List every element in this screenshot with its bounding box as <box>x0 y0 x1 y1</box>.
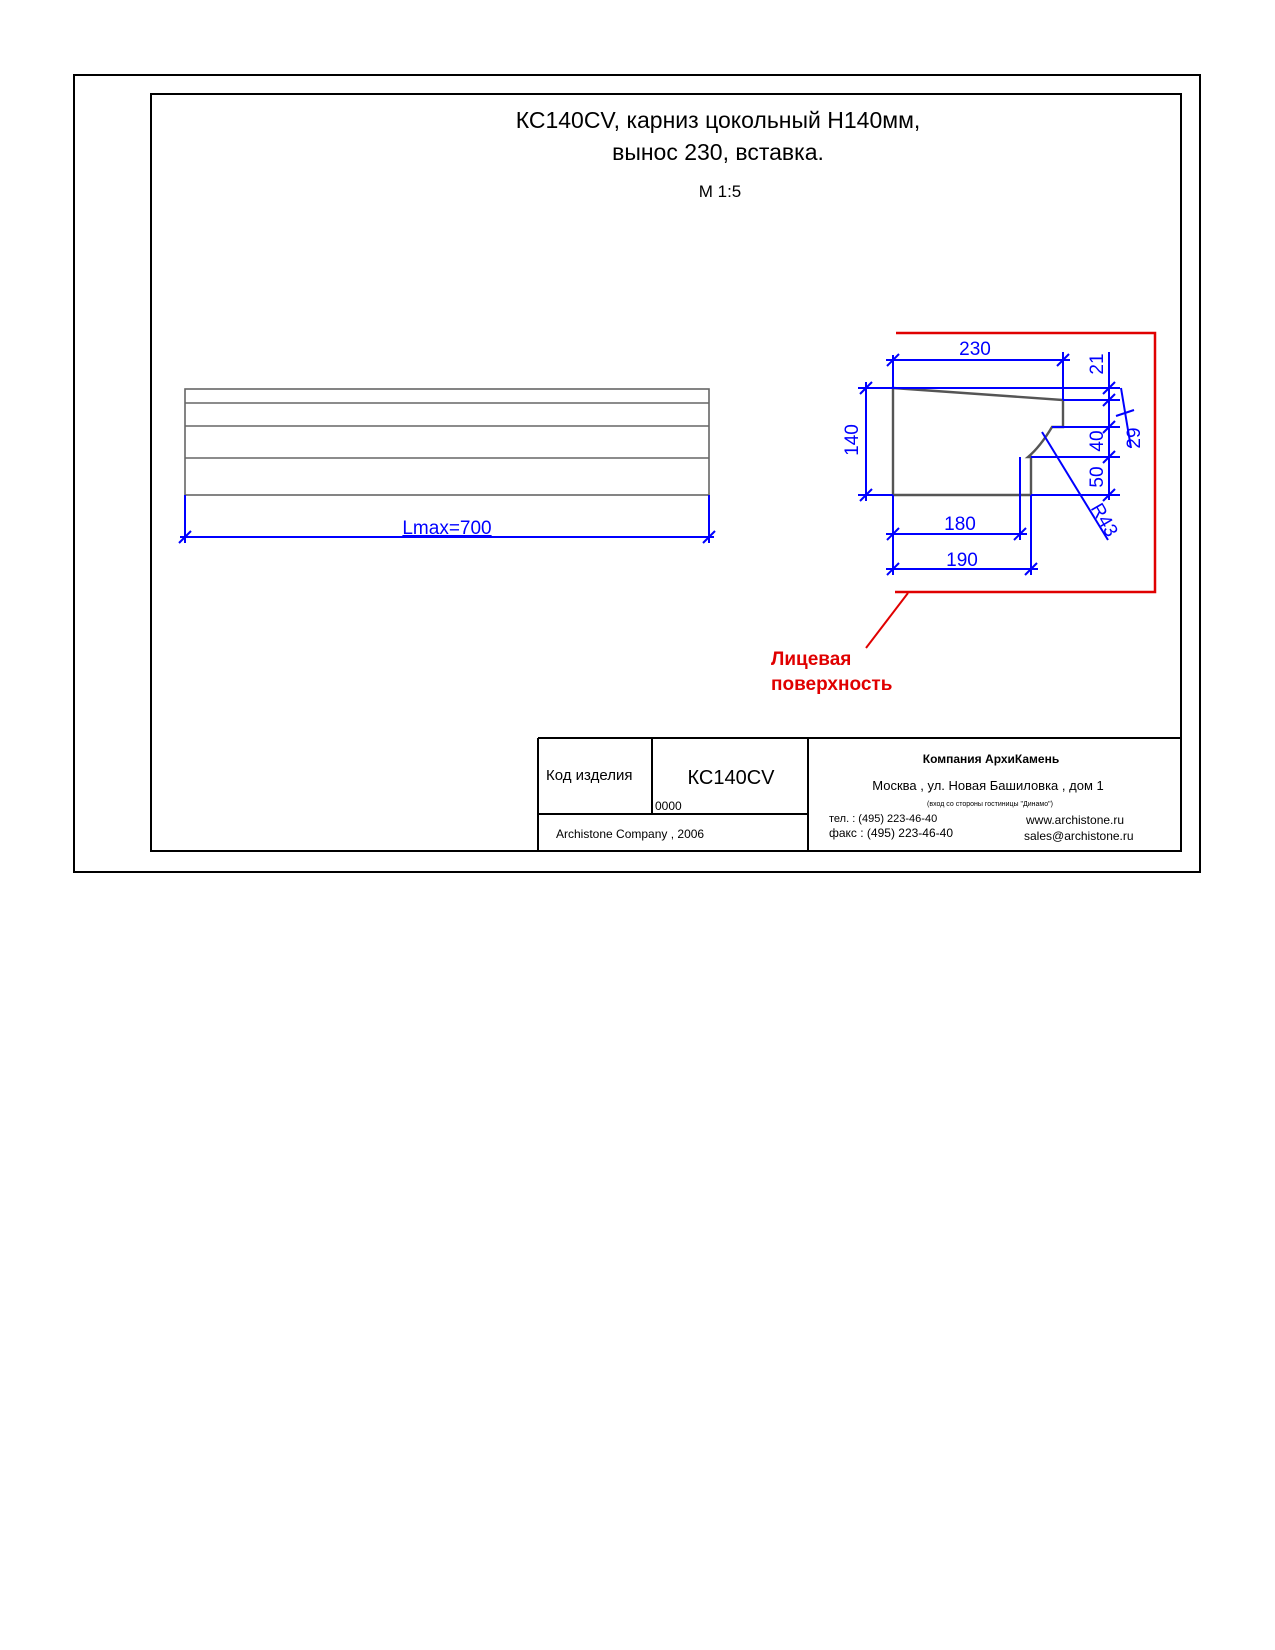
dim-label-21: 21 <box>1087 353 1108 375</box>
face-note-leader <box>866 593 908 648</box>
drawing-scale: М 1:5 <box>698 182 742 201</box>
dim-label-29: 29 <box>1124 427 1145 449</box>
dim-label-230: 230 <box>959 339 991 360</box>
company-email[interactable]: sales@archistone.ru <box>1024 829 1134 843</box>
front-view <box>179 389 715 543</box>
profile-view <box>842 333 1155 648</box>
dim-label-190: 190 <box>946 550 978 571</box>
company-fax: факс : (495) 223-46-40 <box>829 826 953 840</box>
code-label: Код изделия <box>546 767 633 784</box>
face-surface-marker <box>895 333 1155 592</box>
copyright: Archistone Company , 2006 <box>556 827 705 841</box>
dim-label-140: 140 <box>842 424 863 456</box>
company-name: Компания АрхиКамень <box>922 752 1060 766</box>
code-value: КС140CV <box>687 767 775 789</box>
dim-label-40: 40 <box>1087 430 1108 452</box>
face-note-line2: поверхность <box>771 674 893 695</box>
drawing-title-line2: вынос 230, вставка. <box>612 139 824 165</box>
title-block <box>538 738 1181 851</box>
face-note-line1: Лицевая <box>771 649 852 670</box>
sheet-number: 0000 <box>655 799 682 813</box>
drawing-title-line1: КС140CV, карниз цокольный H140мм, <box>515 107 921 133</box>
company-phone: тел. : (495) 223-46-40 <box>829 813 938 825</box>
profile-outline <box>893 388 1063 495</box>
dim-label-50: 50 <box>1087 466 1108 488</box>
company-website[interactable]: www.archistone.ru <box>1026 813 1125 827</box>
dim-label-r43: R43 <box>1085 499 1122 541</box>
company-address-note: (вход со стороны гостиницы "Динамо") <box>927 801 1053 808</box>
length-dimension-label: Lmax=700 <box>402 518 492 539</box>
dim-label-180: 180 <box>944 514 976 535</box>
front-view-outline <box>185 389 709 495</box>
company-address: Москва , ул. Новая Башиловка , дом 1 <box>872 778 1104 793</box>
